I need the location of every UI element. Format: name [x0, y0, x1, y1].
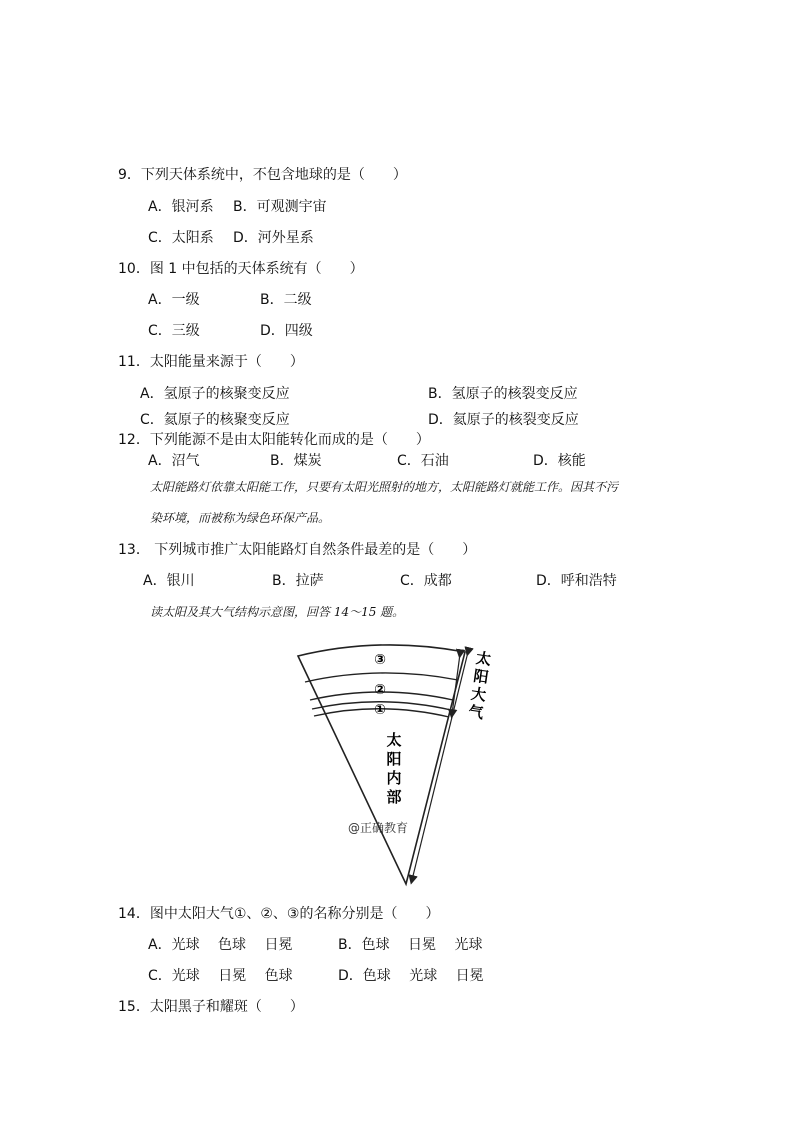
interior-label [386, 731, 401, 806]
question-12-option-d: D．核能 [533, 453, 586, 469]
question-14-option-d: D．色球 光球 日冕 [338, 968, 484, 984]
svg-text:阳: 阳 [472, 666, 490, 687]
question-14-stem: 14．图中太阳大气①、②、③的名称分别是（ ） [118, 906, 440, 922]
question-12-option-c: C．石油 [397, 453, 449, 469]
layer-3-label: ③ [374, 652, 386, 668]
passage-line-1: 太阳能路灯依靠太阳能工作，只要有太阳光照射的地方，太阳能路灯就能工作。因其不污 [150, 480, 619, 494]
atmosphere-label [467, 649, 493, 723]
question-14-option-b: B．色球 日冕 光球 [338, 937, 483, 953]
question-11-option-b: B．氢原子的核裂变反应 [428, 386, 578, 402]
boundary-2-3 [305, 673, 458, 682]
question-9-stem: 9．下列天体系统中，不包含地球的是（ ） [118, 167, 407, 183]
svg-text:太: 太 [386, 731, 402, 749]
question-10-option-b: B．二级 [260, 292, 312, 308]
question-11-option-d: D．氦原子的核裂变反应 [428, 412, 579, 428]
svg-text:太: 太 [474, 648, 493, 669]
question-15-stem: 15．太阳黑子和耀斑（ ） [118, 999, 304, 1015]
sun-structure-diagram [290, 640, 510, 895]
question-12-option-a: A．沼气 [148, 453, 200, 469]
question-13-stem: 13． 下列城市推广太阳能路灯自然条件最差的是（ ） [118, 542, 477, 558]
question-9-option-a: A．银河系 [148, 199, 214, 215]
question-13-option-c: C．成都 [400, 573, 452, 589]
passage-line-2: 染环境，而被称为绿色环保产品。 [150, 511, 331, 525]
svg-text:大: 大 [469, 684, 488, 705]
question-13-option-d: D．呼和浩特 [536, 573, 617, 589]
svg-text:阳: 阳 [386, 750, 402, 768]
question-13-option-a: A．银川 [143, 573, 195, 589]
svg-text:气: 气 [467, 702, 485, 723]
svg-text:内: 内 [386, 769, 402, 787]
layer-2-label: ② [374, 682, 386, 698]
diagram-intro: 读太阳及其大气结构示意图，回答 14～15 题。 [150, 605, 405, 619]
question-13-option-b: B．拉萨 [272, 573, 324, 589]
question-9-option-b: B．可观测宇宙 [233, 199, 327, 215]
question-9-option-c: C．太阳系 [148, 230, 214, 246]
question-10-option-a: A．一级 [148, 292, 200, 308]
question-11-option-a: A．氢原子的核聚变反应 [140, 386, 290, 402]
question-12-option-b: B．煤炭 [270, 453, 322, 469]
atmosphere-arrow [452, 654, 460, 714]
svg-text:部: 部 [386, 788, 402, 806]
question-14-option-c: C．光球 日冕 色球 [148, 968, 293, 984]
radius-arrow [412, 652, 468, 880]
question-11-stem: 11．太阳能量来源于（ ） [118, 354, 304, 370]
question-14-option-a: A．光球 色球 日冕 [148, 937, 293, 953]
watermark: @正确教育 [347, 821, 409, 835]
question-10-option-c: C．三级 [148, 323, 200, 339]
question-12-stem: 12．下列能源不是由太阳能转化而成的是（ ） [118, 432, 430, 448]
layer-1-label: ① [374, 702, 386, 718]
question-10-option-d: D．四级 [260, 323, 313, 339]
question-11-option-c: C．氦原子的核聚变反应 [140, 412, 290, 428]
question-10-stem: 10．图 1 中包括的天体系统有（ ） [118, 261, 364, 277]
question-9-option-d: D．河外星系 [233, 230, 314, 246]
